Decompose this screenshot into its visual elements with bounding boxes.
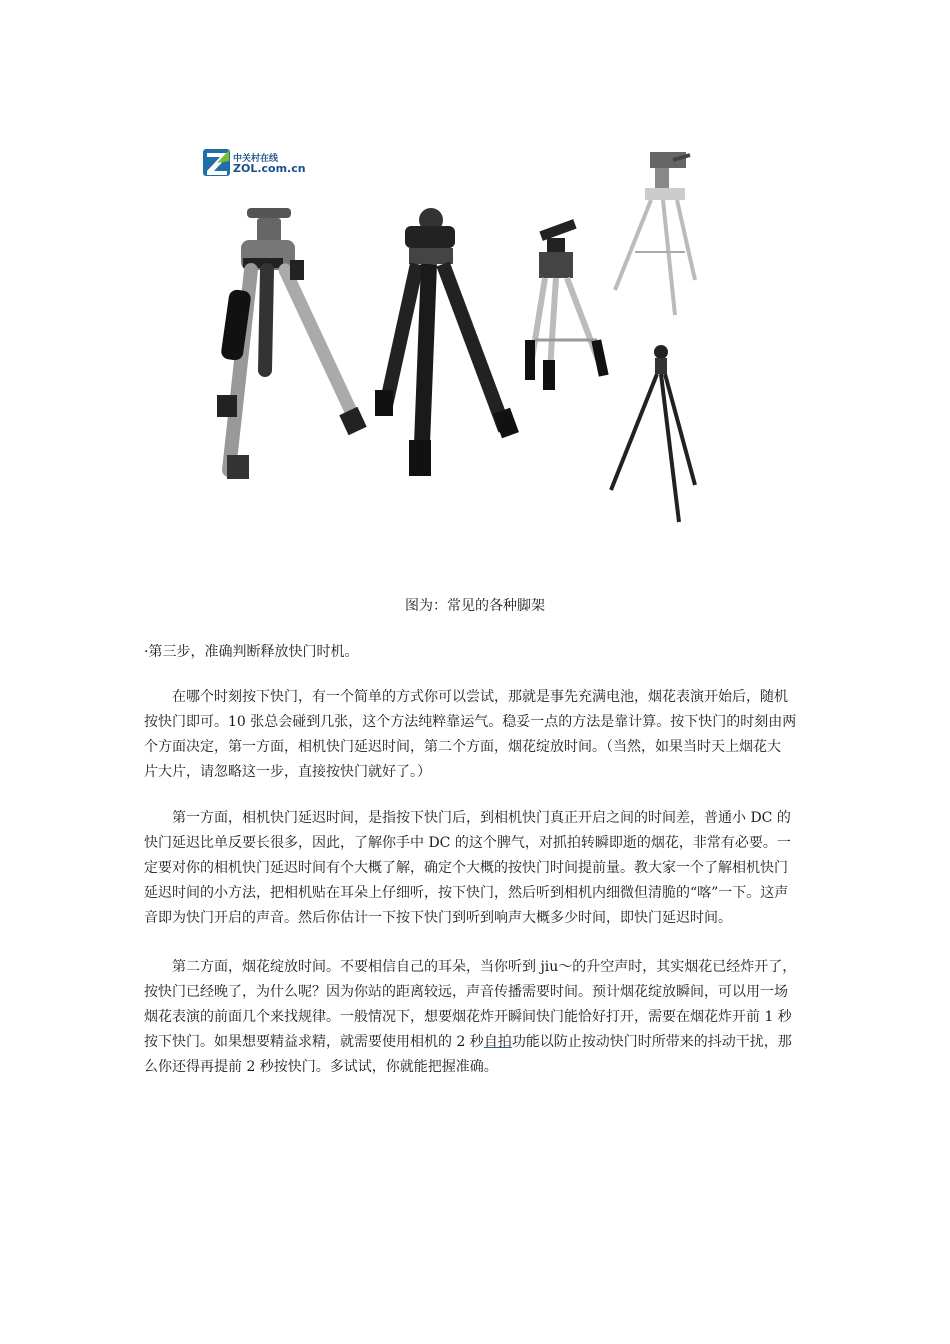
paragraph-line: 么你还得再提前 2 秒按快门。多试试，你就能把握准确。 bbox=[144, 1059, 498, 1075]
logo-text-en: ZOL.com.cn bbox=[233, 162, 306, 175]
paragraph-line: 定要对你的相机快门延迟时间有个大概了解，确定个大概的按快门时间提前量。教大家一个了解相机快门 bbox=[144, 860, 788, 876]
paragraph-line: 个方面决定，第一方面，相机快门延迟时间，第二个方面，烟花绽放时间。（当然，如果当时天上烟花大 bbox=[144, 739, 781, 755]
self-timer-link[interactable]: 自拍 bbox=[483, 1034, 512, 1050]
tripod-2 bbox=[375, 208, 519, 476]
tripods-image bbox=[195, 140, 735, 530]
paragraph-3 bbox=[144, 955, 806, 1080]
paragraph-line: 第一方面，相机快门延迟时间，是指按下快门后，到相机快门真正开启之间的时间差，普通小 DC 的 bbox=[144, 810, 791, 826]
tripod-1 bbox=[217, 208, 367, 479]
paragraph-line: 按快门已经晚了，为什么呢？因为你站的距离较远，声音传播需要时间。预计烟花绽放瞬间，可以用一场 bbox=[144, 984, 788, 1000]
step-heading: ·第三步，准确判断释放快门时机。 bbox=[144, 644, 359, 660]
paragraph-line: 在哪个时刻按下快门，有一个简单的方式你可以尝试，那就是事先充满电池，烟花表演开始后，随机 bbox=[144, 689, 788, 705]
paragraph-line: 按快门即可。10 张总会碰到几张，这个方法纯粹靠运气。稳妥一点的方法是靠计算。按下快门的时刻由两 bbox=[144, 714, 797, 730]
tripod-4 bbox=[615, 152, 695, 315]
tripod-5 bbox=[611, 345, 695, 522]
paragraph-line: 第二方面，烟花绽放时间。不要相信自己的耳朵，当你听到 jiu～的升空声时，其实烟花已经炸开了， bbox=[144, 959, 797, 975]
paragraph-1 bbox=[144, 685, 806, 785]
tripod-3 bbox=[525, 219, 609, 390]
logo-text-cn: 中关村在线 bbox=[233, 154, 279, 164]
paragraph-2 bbox=[144, 806, 806, 931]
tripods-figure bbox=[195, 140, 735, 530]
figure-caption: 图为：常见的各种脚架 bbox=[405, 598, 545, 614]
paragraph-line: 快门延迟比单反要长很多，因此，了解你手中 DC 的这个脾气，对抓拍转瞬即逝的烟花，非常有必要。一 bbox=[144, 835, 791, 851]
paragraph-line: 延迟时间的小方法，把相机贴在耳朵上仔细听，按下快门，然后听到相机内细微但清脆的“喀”一下。这声 bbox=[144, 885, 789, 901]
paragraph-line: 烟花表演的前面几个来找规律。一般情况下，想要烟花炸开瞬间快门能恰好打开，需要在烟花炸开前 1 秒 bbox=[144, 1009, 792, 1025]
paragraph-line: 片大片，请忽略这一步，直接按快门就好了。） bbox=[144, 764, 431, 780]
paragraph-line: 音即为快门开启的声音。然后你估计一下按下快门到听到响声大概多少时间，即快门延迟时间。 bbox=[144, 910, 732, 926]
paragraph-line: 按下快门。如果想要精益求精，就需要使用相机的 2 秒自拍功能以防止按动快门时所带来的抖动干扰，那 bbox=[144, 1034, 792, 1050]
